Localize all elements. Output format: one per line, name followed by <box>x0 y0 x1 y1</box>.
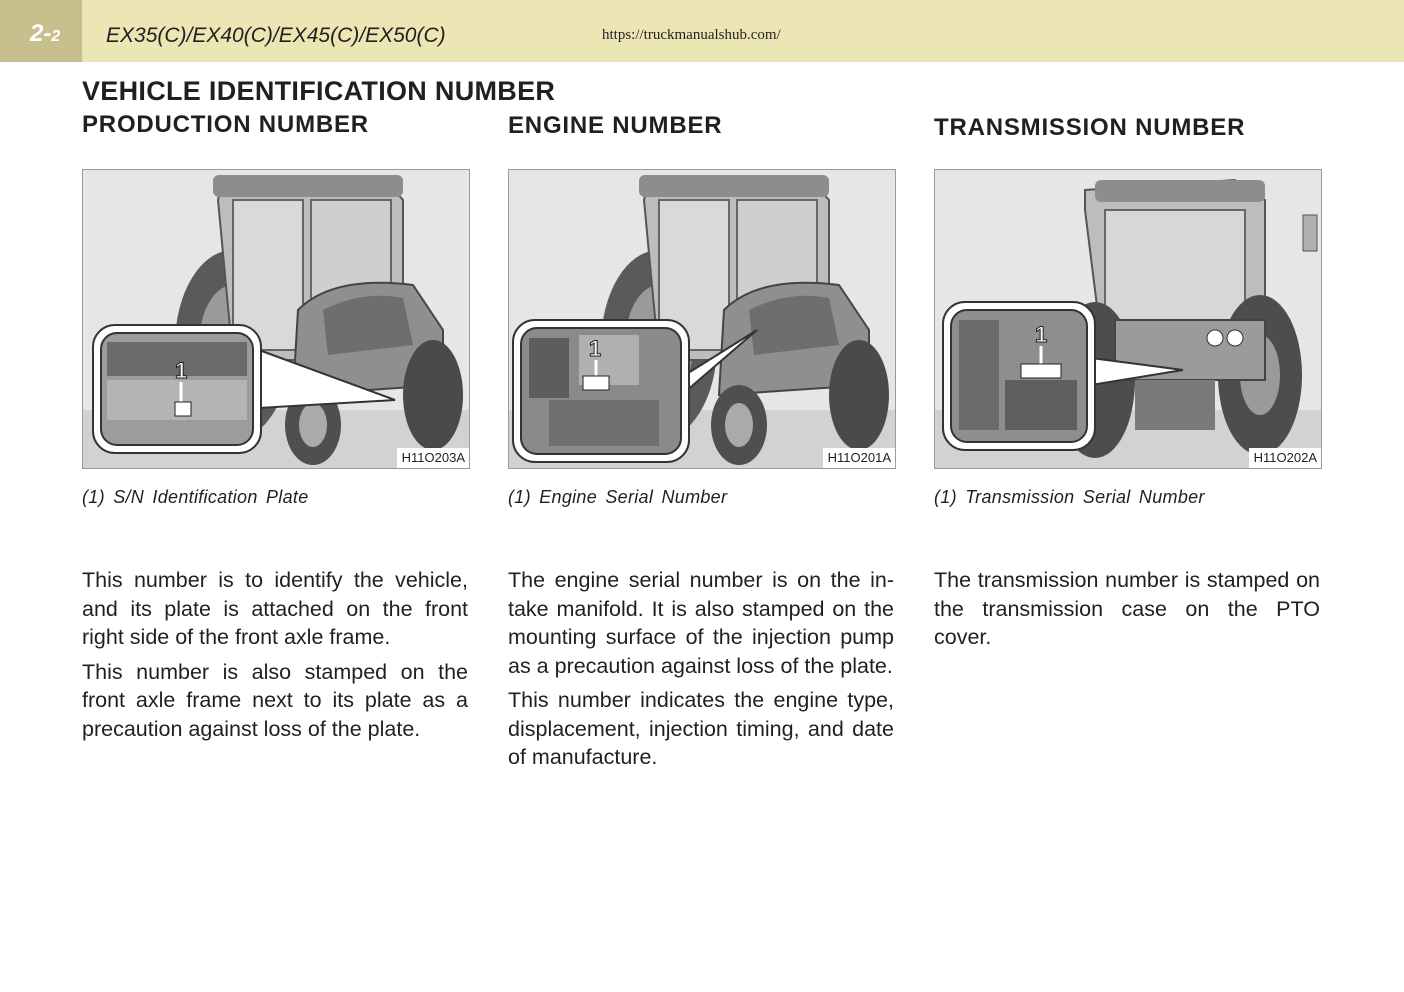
figure-code: H11O202A <box>1249 448 1321 468</box>
body-paragraph: This number is to identify the vehicle, and its plate is attached on the front right side of the front axle frame. <box>82 568 468 649</box>
page-header <box>0 0 1404 62</box>
figure-caption: (1) S/N Identification Plate <box>82 487 309 507</box>
page-number-sub: 2 <box>51 28 61 45</box>
section-body <box>508 566 894 778</box>
tractor-engine-illustration <box>509 170 895 468</box>
figure-code: H11O201A <box>823 448 895 468</box>
source-url[interactable]: https://truckmanualshub.com/ <box>602 27 781 43</box>
section-heading: TRANSMISSION NUMBER <box>934 114 1246 141</box>
body-paragraph: The transmission number is stamped on the transmission case on the PTO cover. <box>934 568 1320 649</box>
figure-code: H11O203A <box>397 448 469 468</box>
page-number-tab <box>0 0 82 62</box>
tractor-rear-illustration <box>935 170 1321 468</box>
body-paragraph: This number indicates the engine type, displacement, injection timing, and date of manufacture. <box>508 688 894 769</box>
body-paragraph: The engine serial number is on the intake manifold. It is also stamped on the mounting surface of the injection pump as a precaution against loss of the plate. <box>508 568 894 678</box>
page-title: VEHICLE IDENTIFICATION NUMBER <box>82 76 556 106</box>
section-heading: PRODUCTION NUMBER <box>82 111 369 138</box>
callout-number: 1 <box>175 358 188 383</box>
section-body <box>82 566 468 749</box>
page-number-main: 2- <box>30 20 52 47</box>
figure-engine-number <box>508 169 896 469</box>
figure-caption: (1) Transmission Serial Number <box>934 487 1205 507</box>
page-number <box>30 20 60 51</box>
figure-transmission-number <box>934 169 1322 469</box>
model-title: EX35(C)/EX40(C)/EX45(C)/EX50(C) <box>106 24 446 47</box>
section-body <box>934 566 1320 658</box>
tractor-front-illustration <box>83 170 469 468</box>
body-paragraph: This number is also stamped on the front axle frame next to its plate as a precaution against loss of the plate. <box>82 659 468 741</box>
figure-caption: (1) Engine Serial Number <box>508 487 728 507</box>
figure-production-number <box>82 169 470 469</box>
callout-number: 1 <box>589 336 602 361</box>
callout-number: 1 <box>1035 322 1048 347</box>
section-heading: ENGINE NUMBER <box>508 112 723 139</box>
